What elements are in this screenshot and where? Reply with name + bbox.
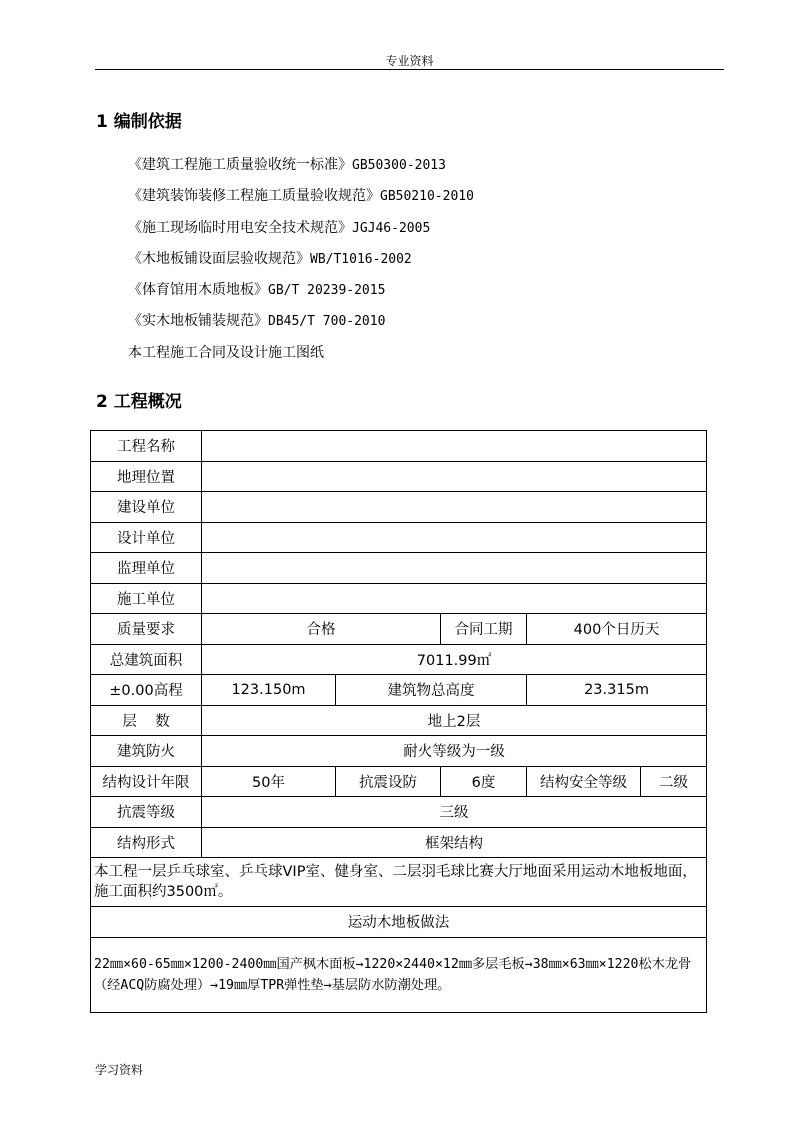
- label-cell: 结构设计年限: [91, 766, 202, 797]
- description-cell: 本工程一层乒乓球室、乒乓球VIP室、健身室、二层羽毛球比赛大厅地面采用运动木地板地面，施工面积约3500㎡。: [91, 858, 707, 907]
- table-row: [91, 583, 707, 614]
- reference-item: [128, 214, 474, 245]
- value-cell: 6度: [441, 766, 527, 797]
- table-row: [91, 907, 707, 938]
- table-row: [91, 522, 707, 553]
- label-cell: 监理单位: [91, 553, 202, 584]
- reference-list: [128, 151, 474, 370]
- reference-code: GB50210-2010: [380, 189, 474, 205]
- table-row: [91, 827, 707, 858]
- label-cell: 层 数: [91, 705, 202, 736]
- section-title-overview: 2 工程概况: [96, 392, 182, 412]
- table-row: [91, 766, 707, 797]
- label-cell: 质量要求: [91, 614, 202, 645]
- label-cell: ±0.00高程: [91, 675, 202, 706]
- value-cell: 耐火等级为一级: [202, 736, 707, 767]
- reference-code: JGJ46-2005: [352, 220, 431, 236]
- value-cell: 框架结构: [202, 827, 707, 858]
- table-row: [91, 858, 707, 907]
- reference-item: [128, 276, 474, 307]
- label-cell: 抗震等级: [91, 797, 202, 828]
- method-text-cell: 22㎜×60-65㎜×1200-2400㎜国产枫木面板→1220×2440×12㎜多层毛板→38㎜×63㎜×1220松木龙骨（经ACQ防腐处理）→19㎜厚TPR弹性垫→基层防水防潮处理。: [91, 937, 707, 1012]
- table-row: [91, 614, 707, 645]
- value-cell: 地上2层: [202, 705, 707, 736]
- table-row: [91, 675, 707, 706]
- reference-item: [128, 307, 474, 338]
- table-row: [91, 937, 707, 1012]
- reference-name: 《建筑装饰装修工程施工质量验收规范》: [128, 188, 380, 205]
- method-title-cell: 运动木地板做法: [91, 907, 707, 938]
- reference-name: 《木地板铺设面层验收规范》: [128, 250, 310, 267]
- reference-name: 《体育馆用木质地板》: [128, 282, 268, 299]
- label-cell: 总建筑面积: [91, 644, 202, 675]
- value-cell: [202, 522, 707, 553]
- value-cell: [202, 553, 707, 584]
- reference-code: GB50300-2013: [352, 158, 446, 173]
- label-cell: 建筑防火: [91, 736, 202, 767]
- value-cell: 50年: [202, 766, 336, 797]
- reference-code: GB/T 20239-2015: [268, 283, 386, 299]
- page-header: 专业资料: [385, 54, 434, 68]
- value-cell: 123.150m: [202, 675, 336, 706]
- label-cell: 设计单位: [91, 522, 202, 553]
- label-cell: 建设单位: [91, 492, 202, 523]
- value-cell: [202, 492, 707, 523]
- reference-name: 《建筑工程施工质量验收统一标准》: [128, 157, 352, 173]
- label-cell: 抗震设防: [336, 766, 441, 797]
- table-row: [91, 461, 707, 492]
- label-cell: 建筑物总高度: [336, 675, 527, 706]
- reference-item: [128, 151, 474, 182]
- label-cell: 结构形式: [91, 827, 202, 858]
- reference-name: 《施工现场临时用电安全技术规范》: [128, 219, 352, 236]
- header-rule: [95, 69, 724, 70]
- reference-code: WB/T1016-2002: [310, 251, 412, 267]
- label-cell: 合同工期: [441, 614, 527, 645]
- reference-name: 《实木地板铺装规范》: [128, 313, 268, 330]
- value-cell: 三级: [202, 797, 707, 828]
- table-row: [91, 431, 707, 462]
- section-title-basis: 1 编制依据: [96, 112, 182, 132]
- reference-item: [128, 245, 474, 276]
- value-cell: [202, 583, 707, 614]
- value-cell: [202, 461, 707, 492]
- label-cell: 施工单位: [91, 583, 202, 614]
- label-cell: 地理位置: [91, 461, 202, 492]
- label-cell: 结构安全等级: [527, 766, 641, 797]
- reference-item: [128, 182, 474, 213]
- label-cell: 工程名称: [91, 431, 202, 462]
- value-cell: 7011.99㎡: [202, 644, 707, 675]
- value-cell: [202, 431, 707, 462]
- table-row: [91, 644, 707, 675]
- table-row: [91, 705, 707, 736]
- page-footer: 学习资料: [95, 1063, 144, 1077]
- reference-code: DB45/T 700-2010: [268, 314, 386, 330]
- reference-contract: [128, 339, 474, 370]
- value-cell: 合格: [202, 614, 441, 645]
- table-row: [91, 492, 707, 523]
- value-cell: 400个日历天: [527, 614, 707, 645]
- value-cell: 二级: [641, 766, 707, 797]
- table-row: [91, 736, 707, 767]
- project-overview-table: [90, 430, 707, 1013]
- table-row: [91, 553, 707, 584]
- table-row: [91, 797, 707, 828]
- contract-line: 本工程施工合同及设计施工图纸: [128, 344, 324, 361]
- value-cell: 23.315m: [527, 675, 707, 706]
